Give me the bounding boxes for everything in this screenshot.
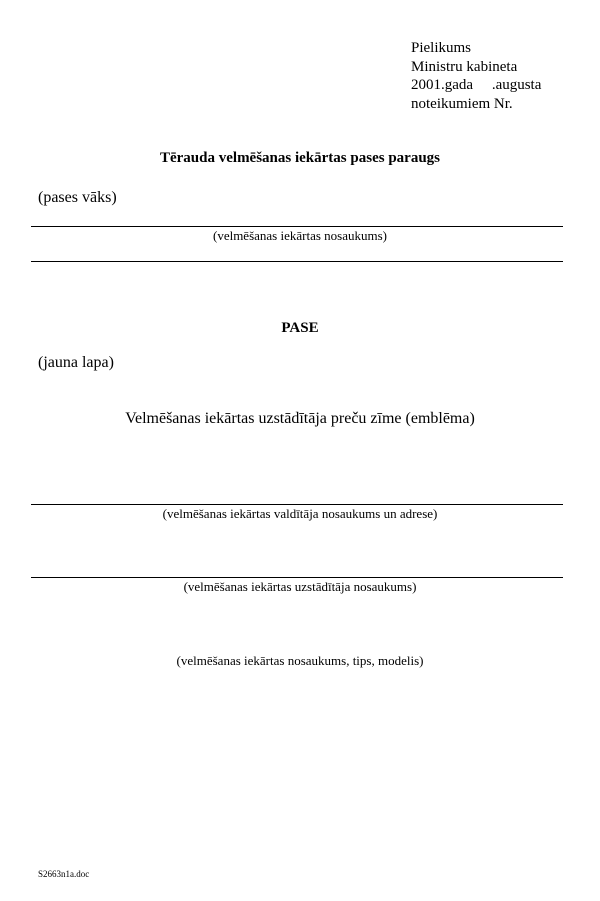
- owner-line: [31, 504, 563, 505]
- annex-line-2: Ministru kabineta: [411, 58, 518, 75]
- pase-heading: PASE: [281, 320, 319, 336]
- annex-line-1: Pielikums: [411, 40, 472, 56]
- name-type-model-caption: (velmēšanas iekārtas nosaukums, tips, modelis): [176, 653, 424, 668]
- device-name-caption: (velmēšanas iekārtas nosaukums): [212, 228, 387, 243]
- owner-caption: (velmēšanas iekārtas valdītāja nosaukums un adrese): [162, 506, 438, 521]
- installer-line: [31, 577, 563, 578]
- document-title: Tērauda velmēšanas iekārtas pases paraugs: [159, 150, 440, 166]
- installer-caption: (velmēšanas iekārtas uzstādītāja nosaukums): [183, 579, 417, 594]
- emblem-placeholder: Velmēšanas iekārtas uzstādītāja preču zīme (emblēma): [125, 410, 475, 427]
- separator-line: [31, 261, 563, 262]
- annex-block: [411, 39, 541, 113]
- device-name-line: [31, 226, 563, 227]
- annex-line-4: noteikumiem Nr.: [411, 95, 513, 112]
- footer-filename: S2663n1a.doc: [38, 869, 90, 879]
- cover-label: (pases vāks): [38, 189, 117, 206]
- annex-line-3: 2001.gada .augusta: [411, 77, 542, 93]
- new-page-label: (jauna lapa): [38, 354, 114, 371]
